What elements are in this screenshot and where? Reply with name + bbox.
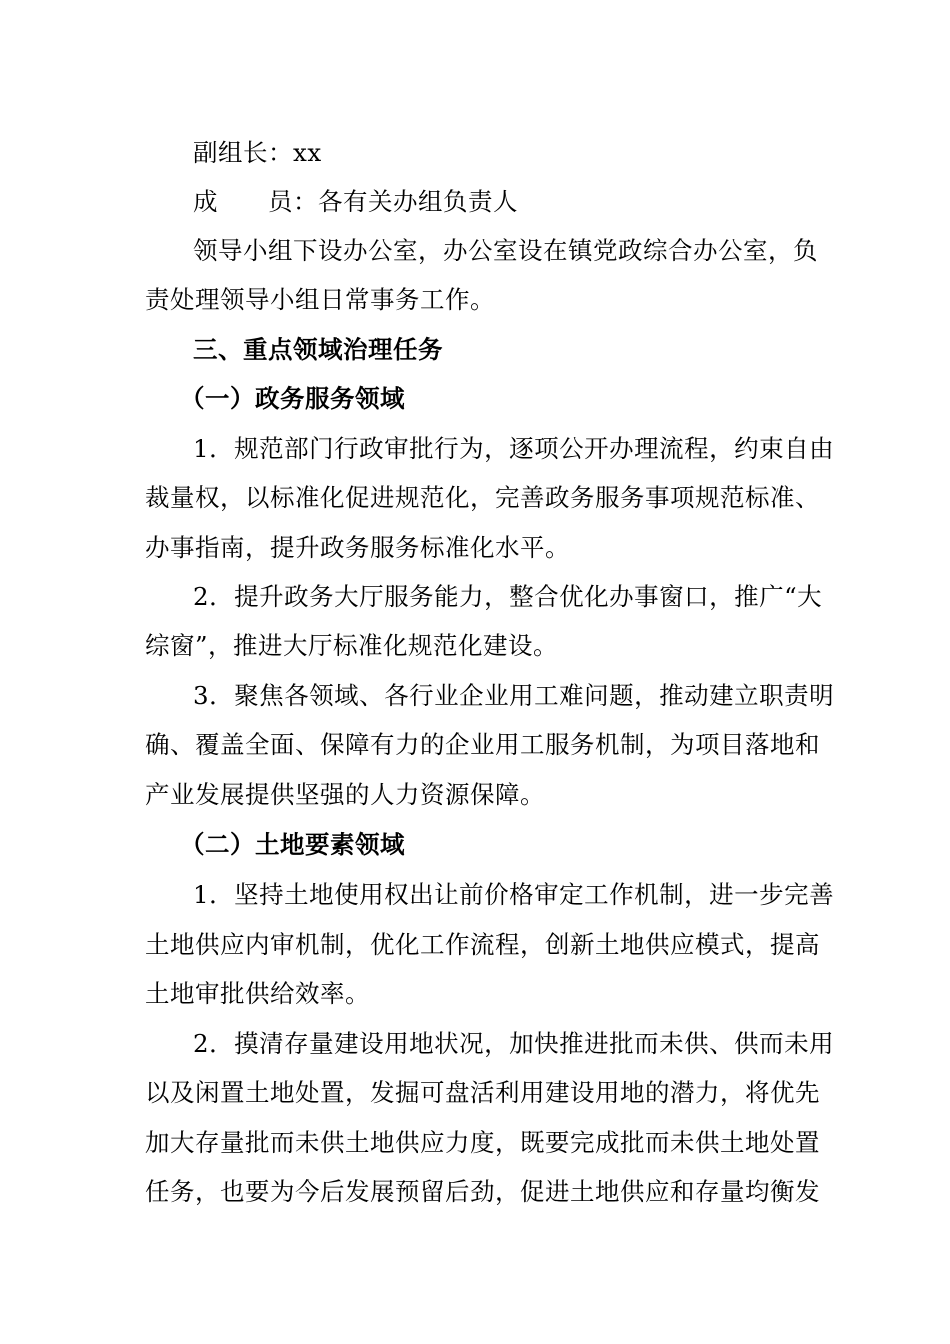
paragraph-line: 加大存量批而未供土地供应力度，既要完成批而未供土地处置 [145, 1128, 820, 1157]
paragraph-line: 以及闲置土地处置，发掘可盘活利用建设用地的潜力，将优先 [145, 1078, 820, 1107]
paragraph-line: 土地供应内审机制，优化工作流程，创新土地供应模式，提高 [145, 930, 820, 959]
members-label: 成 [193, 187, 218, 216]
subsection-heading: （一）政务服务领域 [180, 384, 405, 413]
paragraph-line: 2．摸清存量建设用地状况，加快推进批而未供、供而未用 [193, 1029, 835, 1058]
paragraph-line: 综窗”，推进大厅标准化规范化建设。 [145, 631, 559, 660]
paragraph-line: 裁量权，以标准化促进规范化，完善政务服务事项规范标准、 [145, 483, 820, 512]
paragraph-line: 任务，也要为今后发展预留后劲，促进土地供应和存量均衡发 [145, 1177, 820, 1206]
paragraph-line: 2．提升政务大厅服务能力，整合优化办事窗口，推广“大 [193, 582, 823, 611]
paragraph-line: 1．坚持土地使用权出让前价格审定工作机制，进一步完善 [193, 880, 835, 909]
paragraph-line: 确、覆盖全面、保障有力的企业用工服务机制，为项目落地和 [145, 730, 820, 759]
members-line [193, 177, 853, 227]
paragraph-line: 1．规范部门行政审批行为，逐项公开办理流程，约束自由 [193, 434, 835, 463]
deputy-leader-line: 副组长：xx [193, 138, 322, 167]
subsection-heading: （二）土地要素领域 [180, 830, 405, 859]
section-heading: 三、重点领域治理任务 [193, 335, 443, 364]
paragraph-line: 产业发展提供坚强的人力资源保障。 [145, 780, 545, 809]
paragraph-line: 土地审批供给效率。 [145, 979, 370, 1008]
paragraph-line: 领导小组下设办公室，办公室设在镇党政综合办公室，负 [193, 236, 818, 265]
paragraph-line: 3．聚焦各领域、各行业企业用工难问题，推动建立职责明 [193, 681, 835, 710]
paragraph-line: 办事指南，提升政务服务标准化水平。 [145, 533, 570, 562]
members-value: 员：各有关办组负责人 [268, 187, 518, 216]
paragraph-line: 责处理领导小组日常事务工作。 [145, 285, 495, 314]
